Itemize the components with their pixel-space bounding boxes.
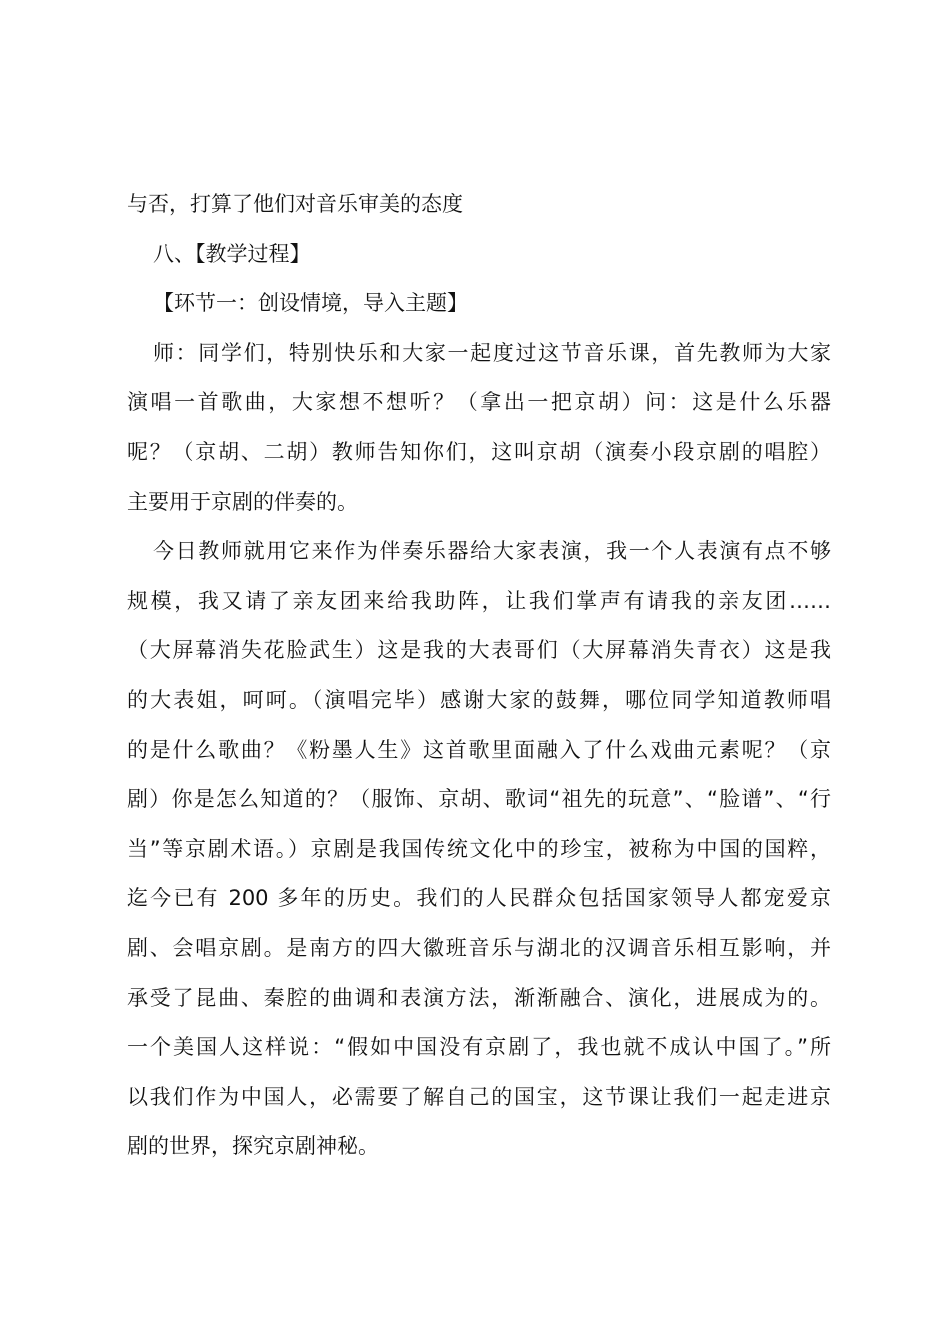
text-line: （大屏幕消失花脸武生）这是我的大表哥们（大屏幕消失青衣）这是我 [127, 638, 831, 663]
text-line: 剧）你是怎么知道的？（服饰、京胡、歌词“祖先的玩意”、“脸谱”、“行 [127, 787, 831, 812]
text-line: 规模，我又请了亲友团来给我助阵，让我们掌声有请我的亲友团…… [127, 588, 831, 613]
text-line: 承受了昆曲、秦腔的曲调和表演方法，渐渐融合、演化，进展成为的。 [127, 985, 831, 1010]
text-line: 剧、会唱京剧。是南方的四大徽班音乐与湖北的汉调音乐相互影响，并 [127, 935, 831, 960]
subsection-heading: 【环节一：创设情境，导入主题】 [153, 291, 468, 316]
text-line: 迄今已有 200 多年的历史。我们的人民群众包括国家领导人都宠爱京 [127, 886, 831, 911]
document-page [127, 180, 831, 1172]
text-line: 剧的世界，探究京剧神秘。 [127, 1134, 379, 1159]
text-line: 当”等京剧术语。）京剧是我国传统文化中的珍宝，被称为中国的国粹， [127, 836, 831, 861]
text-line: 的是什么歌曲？《粉墨人生》这首歌里面融入了什么戏曲元素呢？（京 [127, 737, 831, 762]
text-line: 的大表姐，呵呵。（演唱完毕）感谢大家的鼓舞，哪位同学知道教师唱 [127, 687, 831, 712]
text-line: 以我们作为中国人，必需要了解自己的国宝，这节课让我们一起走进京 [127, 1084, 831, 1109]
text-line: 与否，打算了他们对音乐审美的态度 [127, 192, 463, 216]
text-line: 师：同学们，特别快乐和大家一起度过这节音乐课，首先教师为大家 [153, 340, 831, 365]
text-line: 今日教师就用它来作为伴奏乐器给大家表演，我一个人表演有点不够 [153, 539, 831, 564]
text-line: 呢？（京胡、二胡）教师告知你们，这叫京胡（演奏小段京剧的唱腔） [127, 439, 831, 464]
text-line: 主要用于京剧的伴奏的。 [127, 489, 358, 514]
text-line: 演唱一首歌曲，大家想不想听？（拿出一把京胡）问：这是什么乐器 [127, 390, 831, 415]
text-line: 一个美国人这样说：“假如中国没有京剧了，我也就不成认中国了。”所 [127, 1035, 831, 1060]
section-heading: 八、【教学过程】 [153, 241, 311, 266]
